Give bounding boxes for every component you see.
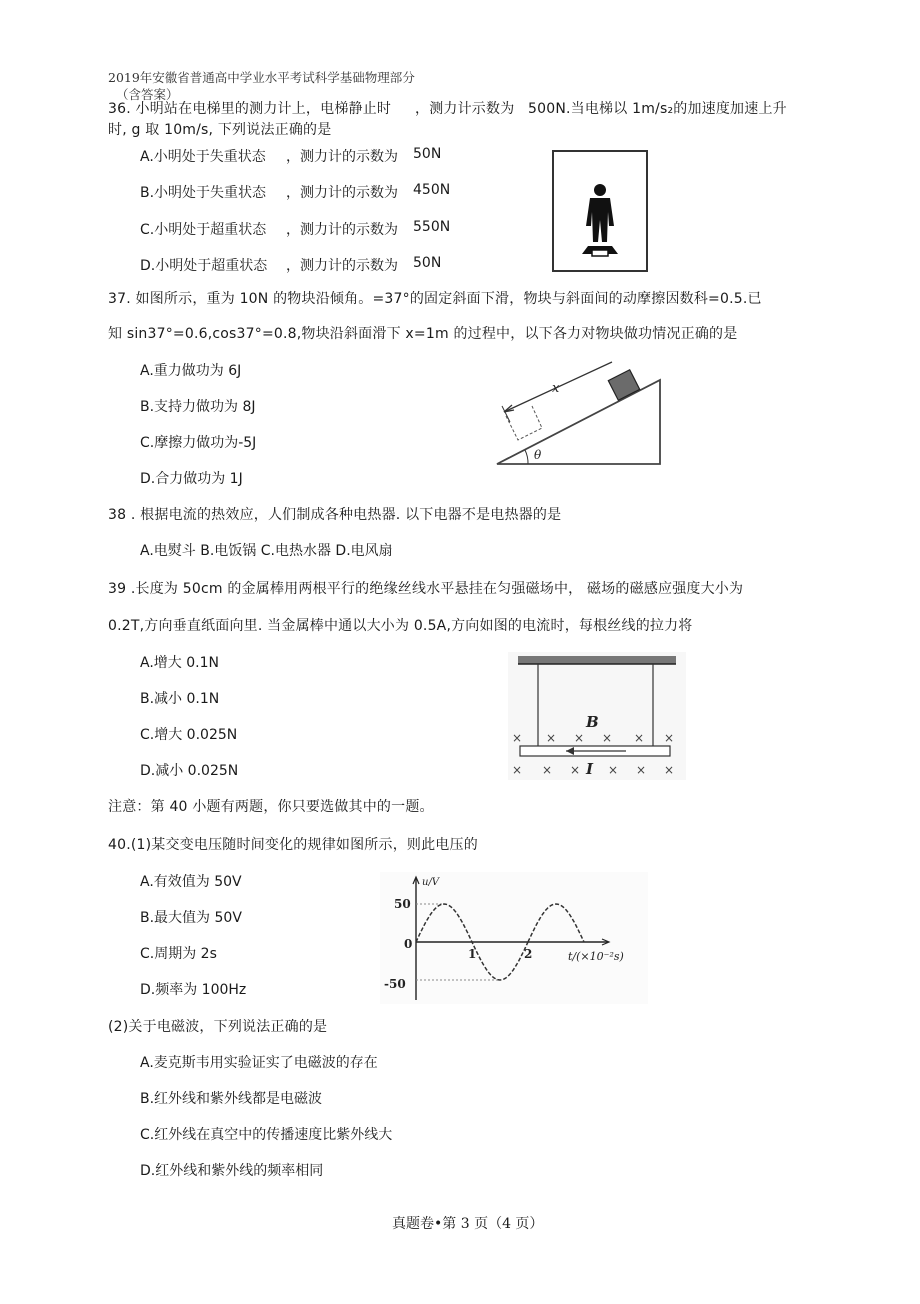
field-cross: × <box>542 763 553 777</box>
x-tick-label: 1 <box>468 947 477 961</box>
magnetic-field-figure <box>508 652 686 780</box>
distance-x-label: x <box>552 381 560 396</box>
q36-stem-line2: 时, g 取 10m/s, 下列说法正确的是 <box>108 122 332 138</box>
q36-option-d-value: 50N <box>413 255 442 271</box>
q40-1-option-c: C.周期为 2s <box>140 946 217 962</box>
q40-2-option-a: A.麦克斯韦用实验证实了电磁波的存在 <box>140 1055 378 1071</box>
q38-stem: 38 . 根据电流的热效应，人们制成各种电热器. 以下电器不是电热器的是 <box>108 507 562 523</box>
q39-option-c: C.增大 0.025N <box>140 727 238 743</box>
y-tick-label: -50 <box>384 977 406 991</box>
q36-stem-part2: ，测力计示数为 <box>415 101 515 117</box>
field-cross: × <box>634 731 645 745</box>
q36-option-b-mid: ，测力计的示数为 <box>286 185 398 201</box>
q36-option-a-value: 50N <box>413 146 442 162</box>
q40-1-stem: 40.(1)某交变电压随时间变化的规律如图所示，则此电压的 <box>108 837 478 853</box>
note-text: 注意：第 40 小题有两题，你只要选做其中的一题。 <box>108 799 434 815</box>
q40-2-option-c: C.红外线在真空中的传播速度比紫外线大 <box>140 1127 393 1143</box>
voltage-time-chart <box>380 872 648 1004</box>
q36-stem-part3: 500N.当电梯以 1m/s₂的加速度加速上升 <box>528 101 787 117</box>
q36-option-b: B.小明处于失重状态 <box>140 185 267 201</box>
q36-option-d: D.小明处于超重状态 <box>140 258 268 274</box>
q36-option-a: A.小明处于失重状态 <box>140 149 266 165</box>
angle-theta-label: θ <box>534 448 542 462</box>
q36-option-d-mid: ，测力计的示数为 <box>286 258 398 274</box>
inclined-plane-figure <box>494 360 664 468</box>
y-tick-label: 0 <box>404 937 413 951</box>
q40-2-option-d: D.红外线和紫外线的频率相同 <box>140 1163 324 1179</box>
q36-option-b-value: 450N <box>413 182 451 198</box>
field-cross: × <box>664 731 675 745</box>
y-tick-label: 50 <box>394 897 411 911</box>
field-cross: × <box>546 731 557 745</box>
q36-option-c-value: 550N <box>413 219 451 235</box>
field-cross: × <box>636 763 647 777</box>
elevator-figure <box>552 150 648 272</box>
q36-option-a-mid: ，测力计的示数为 <box>286 149 398 165</box>
q36-stem-part1: 36. 小明站在电梯里的测力计上，电梯静止时 <box>108 101 392 117</box>
field-cross: × <box>664 763 675 777</box>
field-cross: × <box>608 763 619 777</box>
field-cross: × <box>512 763 523 777</box>
field-cross: × <box>570 763 581 777</box>
q40-1-option-a: A.有效值为 50V <box>140 874 242 890</box>
q36-option-c-mid: ，测力计的示数为 <box>286 222 398 238</box>
current-i-label: I <box>586 760 594 778</box>
q37-option-b: B.支持力做功为 8J <box>140 399 256 415</box>
x-axis-label: t/(×10⁻²s) <box>568 950 624 963</box>
q39-option-a: A.增大 0.1N <box>140 655 219 671</box>
q40-1-option-b: B.最大值为 50V <box>140 910 242 926</box>
y-axis-label: u/V <box>422 877 440 888</box>
q37-option-a: A.重力做功为 6J <box>140 363 242 379</box>
q39-option-b: B.减小 0.1N <box>140 691 220 707</box>
q40-1-option-d: D.频率为 100Hz <box>140 982 247 998</box>
q40-2-option-b: B.红外线和紫外线都是电磁波 <box>140 1091 323 1107</box>
page-header-title: 2019年安徽省普通高中学业水平考试科学基础物理部分 <box>108 70 415 85</box>
page-header-subtitle: （含答案） <box>116 87 179 102</box>
q36-option-c: C.小明处于超重状态 <box>140 222 267 238</box>
q37-stem-line2: 知 sin37°=0.6,cos37°=0.8,物块沿斜面滑下 x=1m 的过程中，以下各力对物块做功情况正确的是 <box>108 326 738 342</box>
q37-option-d: D.合力做功为 1J <box>140 471 243 487</box>
q39-stem-line2: 0.2T,方向垂直纸面向里. 当金属棒中通以大小为 0.5A,方向如图的电流时，每根丝线的拉力将 <box>108 618 693 634</box>
q39-option-d: D.减小 0.025N <box>140 763 239 779</box>
x-tick-label: 2 <box>524 947 533 961</box>
q37-option-c: C.摩擦力做功为-5J <box>140 435 257 451</box>
q37-stem-line1: 37. 如图所示，重为 10N 的物块沿倾角。=37°的固定斜面下滑，物块与斜面间的动摩擦因数科=0.5.已 <box>108 291 762 307</box>
q39-stem-line1: 39 .长度为 50cm 的金属棒用两根平行的绝缘丝线水平悬挂在匀强磁场中， 磁场的磁感应强度大小为 <box>108 581 744 597</box>
field-cross: × <box>574 731 585 745</box>
q38-options: A.电熨斗 B.电饭锅 C.电热水器 D.电风扇 <box>140 543 393 559</box>
page-footer: 真题卷•第 3 页（4 页） <box>392 1216 544 1232</box>
field-b-label: B <box>586 713 599 731</box>
q40-2-stem: (2)关于电磁波，下列说法正确的是 <box>108 1019 328 1035</box>
field-cross: × <box>602 731 613 745</box>
field-cross: × <box>512 731 523 745</box>
